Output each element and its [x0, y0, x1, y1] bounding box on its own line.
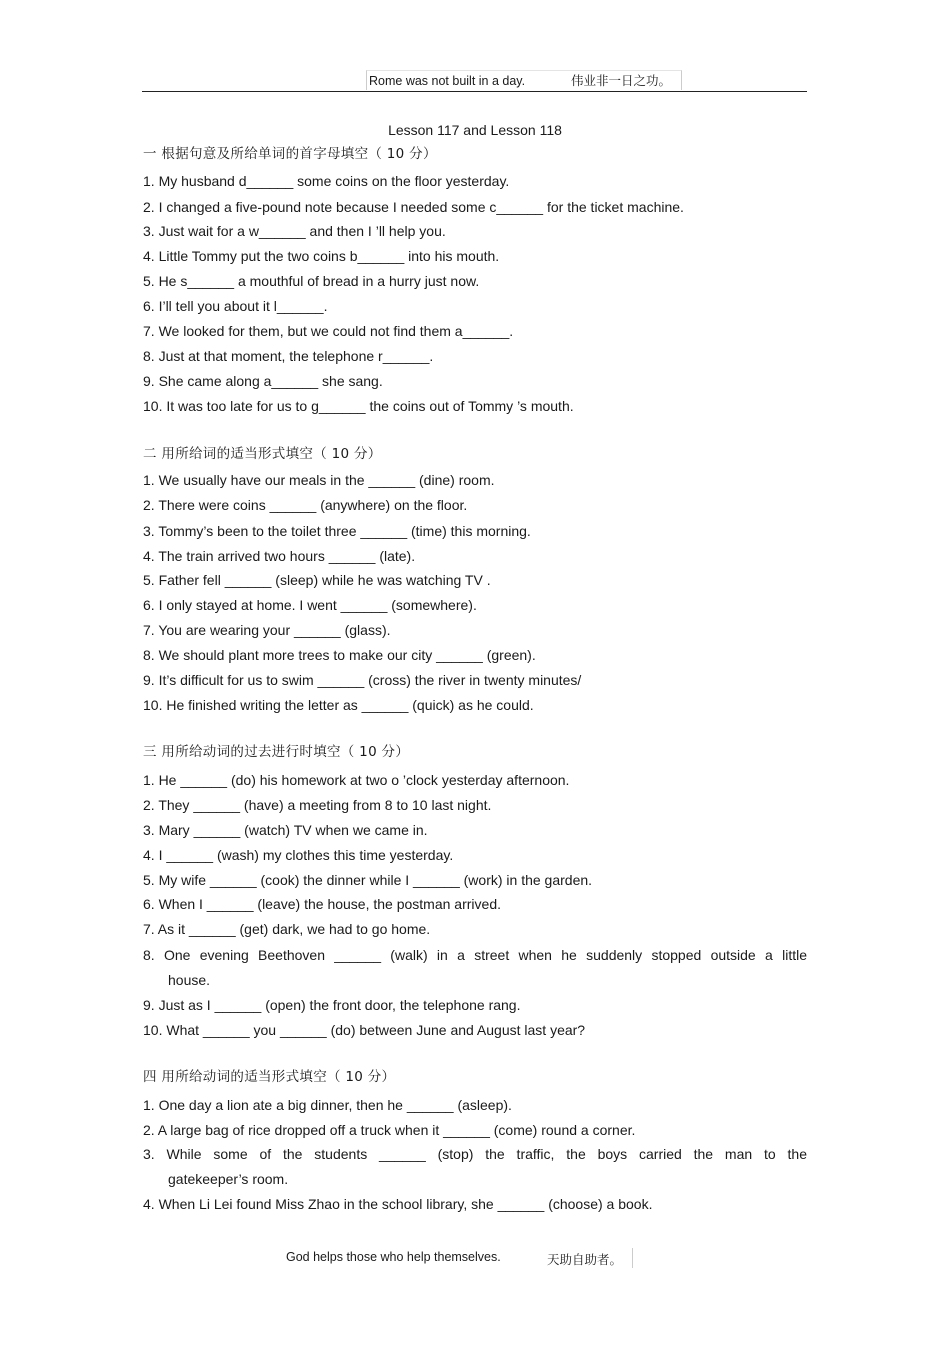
- section1-item-7: 7. We looked for them, but we could not find them a______.: [143, 323, 514, 339]
- section1-item-2: 2. I changed a five-pound note because I needed some c______ for the ticket machine.: [143, 199, 684, 215]
- page-header: [142, 70, 807, 92]
- section3-item-10: 10. What ______ you ______ (do) between June and August last year?: [143, 1022, 586, 1038]
- section4-item-4: 4. When Li Lei found Miss Zhao in the school library, she ______ (choose) a book.: [143, 1196, 653, 1212]
- section3-item-4: 4. I ______ (wash) my clothes this time yesterday.: [143, 847, 454, 863]
- section2-heading: 二 用所给词的适当形式填空（ 10 分）: [143, 446, 382, 462]
- section3-item-1: 1. He ______ (do) his homework at two o ’clock yesterday afternoon.: [143, 772, 570, 788]
- page-title: Lesson 117 and Lesson 118: [388, 122, 562, 138]
- section3-item-3: 3. Mary ______ (watch) TV when we came in.: [143, 822, 428, 838]
- section4-item-3-line2: gatekeeper’s room.: [168, 1171, 289, 1187]
- page-footer: [0, 1248, 950, 1268]
- footer-divider: [632, 1248, 633, 1268]
- section3-item-6: 6. When I ______ (leave) the house, the postman arrived.: [143, 896, 501, 912]
- section1-item-4: 4. Little Tommy put the two coins b______ into his mouth.: [143, 248, 500, 264]
- section4-item-2: 2. A large bag of rice dropped off a truck when it ______ (come) round a corner.: [143, 1122, 636, 1138]
- section4-heading: 四 用所给动词的适当形式填空（ 10 分）: [143, 1069, 396, 1085]
- footer-motto-english: God helps those who help themselves.: [286, 1250, 501, 1264]
- section2-item-7: 7. You are wearing your ______ (glass).: [143, 622, 391, 638]
- section1-item-8: 8. Just at that moment, the telephone r______.: [143, 348, 434, 364]
- section2-item-1: 1. We usually have our meals in the ______ (dine) room.: [143, 472, 495, 488]
- section2-item-8: 8. We should plant more trees to make our city ______ (green).: [143, 647, 536, 663]
- section3-item-2: 2. They ______ (have) a meeting from 8 to 10 last night.: [143, 797, 492, 813]
- section1-item-10: 10. It was too late for us to g______ the coins out of Tommy ’s mouth.: [143, 398, 574, 414]
- section2-item-9: 9. It’s difficult for us to swim ______ (cross) the river in twenty minutes/: [143, 672, 582, 688]
- section1-item-9: 9. She came along a______ she sang.: [143, 373, 383, 389]
- header-motto-chinese: 伟业非一日之功。: [571, 73, 672, 88]
- section3-item-8-line2: house.: [168, 972, 211, 988]
- footer-motto-chinese: 天助自助者。: [547, 1252, 623, 1267]
- header-motto-english: Rome was not built in a day.: [369, 74, 526, 88]
- section1-heading: 一 根据句意及所给单词的首字母填空（ 10 分）: [143, 146, 437, 162]
- section4-item-1: 1. One day a lion ate a big dinner, then he ______ (asleep).: [143, 1097, 512, 1113]
- section2-item-3: 3. Tommy’s been to the toilet three ______ (time) this morning.: [143, 523, 531, 539]
- section2-item-2: 2. There were coins ______ (anywhere) on the floor.: [143, 497, 468, 513]
- section3-item-7: 7. As it ______ (get) dark, we had to go home.: [143, 921, 431, 937]
- section3-item-9: 9. Just as I ______ (open) the front door, the telephone rang.: [143, 997, 521, 1013]
- section2-item-4: 4. The train arrived two hours ______ (late).: [143, 548, 416, 564]
- section2-item-5: 5. Father fell ______ (sleep) while he was watching TV .: [143, 572, 491, 588]
- section3-item-5: 5. My wife ______ (cook) the dinner while I ______ (work) in the garden.: [143, 872, 593, 888]
- section1-item-5: 5. He s______ a mouthful of bread in a hurry just now.: [143, 273, 480, 289]
- section2-item-10: 10. He finished writing the letter as ______ (quick) as he could.: [143, 697, 534, 713]
- section4-item-3-line1: 3. While some of the students ______ (stop) the traffic, the boys carried the man to the: [143, 1146, 807, 1162]
- header-motto-box: [366, 70, 682, 90]
- section2-item-6: 6. I only stayed at home. I went ______ (somewhere).: [143, 597, 477, 613]
- section3-heading: 三 用所给动词的过去进行时填空（ 10 分）: [143, 744, 410, 760]
- section1-item-1: 1. My husband d______ some coins on the floor yesterday.: [143, 173, 510, 189]
- section1-item-3: 3. Just wait for a w______ and then I ’ll help you.: [143, 223, 446, 239]
- section1-item-6: 6. I’ll tell you about it l______.: [143, 298, 328, 314]
- section3-item-8-line1: 8. One evening Beethoven ______ (walk) in a street when he suddenly stopped outside a little: [143, 947, 807, 963]
